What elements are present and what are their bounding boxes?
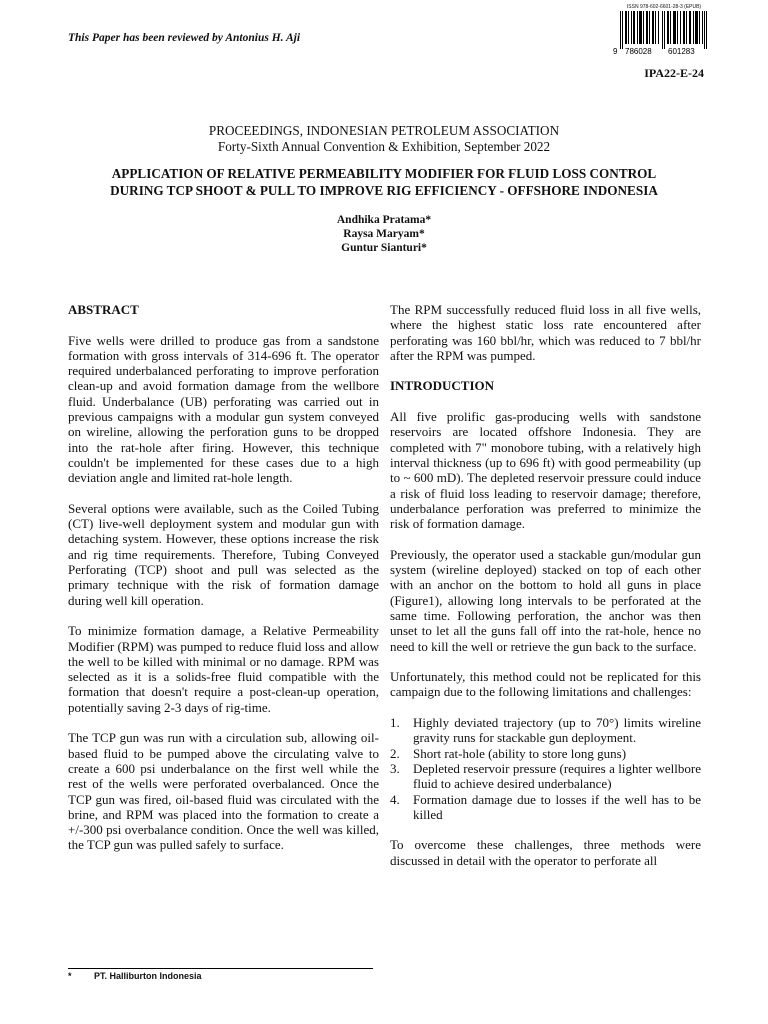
- list-number: 1.: [390, 715, 400, 731]
- reviewer-note: This Paper has been reviewed by Antonius H. Aji: [68, 32, 301, 44]
- abstract-paragraph-2: Several options were available, such as the Coiled Tubing (CT) live-well deployment system and modular gun with detaching system. However, these options increase the risk and rig time requirements. Therefore, Tubing Conveyed Perforating (TCP) shoot and pull was selected as the primary technique with the risk of formation damage during well kill operation.: [68, 500, 379, 608]
- title-line-2: DURING TCP SHOOT & PULL TO IMPROVE RIG EFFICIENCY - OFFSHORE INDONESIA: [110, 182, 658, 198]
- list-number: 2.: [390, 745, 400, 761]
- title-line-1: APPLICATION OF RELATIVE PERMEABILITY MODIFIER FOR FLUID LOSS CONTROL: [111, 166, 657, 181]
- footnote: [68, 971, 202, 981]
- author-1: Andhika Pratama*: [336, 214, 432, 226]
- list-text: Depleted reservoir pressure (requires a lighter wellbore fluid to achieve desired underbalance): [413, 760, 701, 792]
- list-item: [390, 761, 701, 792]
- author-list: [0, 213, 768, 255]
- barcode-bars: [620, 11, 707, 49]
- left-column: [68, 302, 379, 868]
- list-text: Short rat-hole (ability to store long guns): [413, 745, 627, 761]
- introduction-heading: INTRODUCTION: [390, 378, 495, 394]
- abstract-paragraph-5: The RPM successfully reduced fluid loss in all five wells, where the highest static loss rate encountered after perforating was 160 bbl/hr, which was reduced to 7 bbl/hr after the RPM was pumped.: [390, 302, 701, 363]
- abstract-paragraph-3: To minimize formation damage, a Relative Permeability Modifier (RPM) was pumped to reduce fluid loss and allow the well to be killed with minimal or no damage. RPM was selected as it is a solids-free fluid compatible with the formation that doesn't require a post-clean-up operation, potentially saving 2-3 days of rig-time.: [68, 623, 379, 715]
- author-3: Guntur Sianturi*: [341, 242, 427, 254]
- barcode-digit-1: 9: [613, 47, 618, 55]
- isbn-text: ISSN 978-602-6601-28-3 (EPUB): [626, 4, 702, 10]
- list-number: 4.: [390, 791, 400, 807]
- barcode-digit-2: 786028: [625, 47, 652, 55]
- abstract-paragraph-1: Five wells were drilled to produce gas from a sandstone formation with gross intervals of 314-696 ft. The operator required underbalanced perforating to improve perforation clean-up and avoid formation damage from the wellbore fluid. Underbalance (UB) perforating was carried out in previous campaigns with a modular gun system conveyed on wireline, allowing the perforation guns to be dropped into the rat-hole after firing. However, this technique couldn't be implemented for these cases due to a high deviation angle and limited rat-hole length.: [68, 332, 379, 486]
- list-item: [390, 746, 701, 761]
- list-number: 3.: [390, 760, 400, 776]
- intro-paragraph-4: To overcome these challenges, three methods were discussed in detail with the operator to perforate all: [390, 837, 701, 868]
- list-text: Highly deviated trajectory (up to 70°) limits wireline gravity runs for stackable gun deployment.: [413, 715, 701, 746]
- paper-title: [60, 166, 708, 199]
- challenges-list: [390, 715, 701, 822]
- intro-paragraph-3: Unfortunately, this method could not be replicated for this campaign due to the following limitations and challenges:: [390, 669, 701, 700]
- list-text: Formation damage due to losses if the well has to be killed: [413, 791, 701, 822]
- list-item: [390, 792, 701, 823]
- intro-paragraph-1: All five prolific gas-producing wells with sandstone reservoirs are located offshore Indonesia. They are completed with 7" monobore tubing, with a relatively high interval thickness (up to 696 ft) with good permeability (up to ~ 600 mD). The depleted reservoir pressure could induce a risk of fluid loss leading to reservoir damage; therefore, underbalance perforation was preferred to minimize the risk of formation damage.: [390, 409, 701, 532]
- footnote-marker: *: [68, 971, 72, 981]
- paper-id: IPA22-E-24: [644, 66, 704, 80]
- barcode-digit-3: 601283: [668, 47, 695, 55]
- list-item: [390, 715, 701, 746]
- intro-paragraph-2: Previously, the operator used a stackable gun/modular gun system (wireline deployed) stacked on top of each other with an anchor on the bottom to hold all guns in place (Figure1), allowing long intervals to be perforated at the same time. Following perforation, the anchor was then unset to let all the guns fall off into the rat-hole, hence no need to kill the well or retrieve the gun back to the surface.: [390, 546, 701, 654]
- footnote-affiliation: PT. Halliburton Indonesia: [94, 971, 202, 981]
- proceedings-line-1: PROCEEDINGS, INDONESIAN PETROLEUM ASSOCIATION: [208, 123, 560, 138]
- proceedings-line-2: Forty-Sixth Annual Convention & Exhibition, September 2022: [217, 139, 551, 154]
- right-column: [390, 302, 701, 883]
- author-2: Raysa Maryam*: [343, 228, 425, 240]
- footnote-divider: [68, 968, 373, 969]
- isbn-barcode: [612, 11, 716, 55]
- abstract-heading: ABSTRACT: [68, 302, 139, 317]
- abstract-paragraph-4: The TCP gun was run with a circulation sub, allowing oil-based fluid to be pumped above the circulating valve to create a 600 psi underbalance on the first well while the rest of the wells were perforated overbalanced. Once the TCP gun was fired, oil-based fluid was circulated with the brine, and RPM was placed into the formation to create a +/-300 psi overbalance condition. Once the well was killed, the TCP gun was pulled safely to surface.: [68, 730, 379, 853]
- barcode-graphic: [612, 11, 716, 55]
